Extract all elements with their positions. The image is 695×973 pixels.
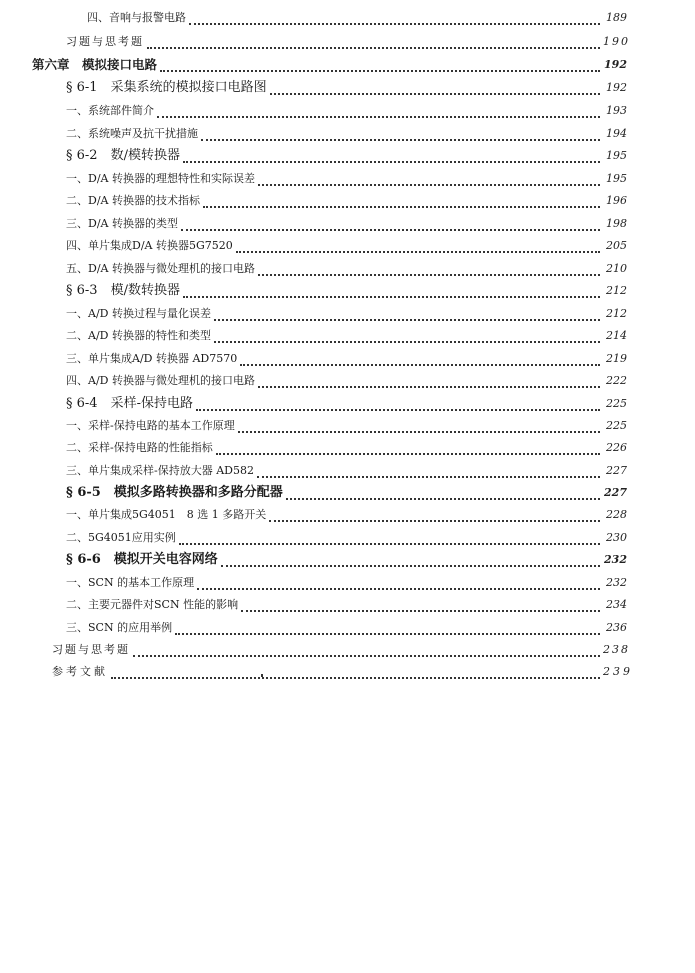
toc-entry-title: 第六章 模拟接口电路	[32, 57, 158, 72]
toc-leader	[258, 376, 600, 388]
toc-entry-page: 219	[606, 352, 627, 365]
toc-entry-page: 210	[606, 262, 627, 275]
toc-entry-title: 参考文献	[52, 665, 108, 678]
toc-entry-page: 225	[606, 419, 627, 432]
toc-entry-title: 二、主要元器件对SCN 性能的影响	[66, 598, 239, 611]
toc-entry-title: 二、采样-保持电路的性能指标	[66, 441, 213, 454]
toc-entry-title: 二、5G4051应用实例	[66, 531, 176, 544]
toc-entry	[66, 595, 627, 615]
toc-entry-page: 232	[604, 553, 627, 566]
toc-entry-page: 198	[606, 217, 627, 230]
toc-entry-title: § 6-6 模拟开关电容网络	[66, 552, 218, 567]
toc-entry-title: 习题与思考题	[66, 35, 144, 48]
toc-chapter	[32, 55, 627, 75]
toc-leader	[258, 264, 600, 276]
toc-entry	[66, 169, 627, 189]
toc-entry-page: 212	[606, 284, 627, 297]
toc-entry-title: 一、单片集成5G4051 8 选 1 多路开关	[66, 508, 267, 521]
toc-leader	[203, 196, 600, 208]
toc-leader	[111, 667, 600, 679]
toc-entry-page: 236	[606, 621, 627, 634]
toc-leader	[183, 151, 600, 163]
toc-entry-page: 227	[606, 464, 627, 477]
toc-entry-page: 196	[606, 194, 627, 207]
toc-leader	[270, 83, 600, 95]
scan-speck	[261, 674, 263, 677]
toc-leader	[240, 354, 600, 366]
toc-entry-page: 212	[606, 307, 627, 320]
toc-entry-page: 194	[606, 127, 627, 140]
toc-section	[66, 550, 627, 570]
toc-entry-page: 225	[606, 397, 627, 410]
toc-leader	[160, 60, 600, 72]
toc-entry-title: 一、A/D 转换过程与量化误差	[66, 307, 211, 320]
toc-entry-title: 二、D/A 转换器的技术指标	[66, 194, 200, 207]
toc-leader	[221, 555, 600, 567]
toc-entry	[66, 304, 627, 324]
toc-leader	[181, 219, 600, 231]
toc-entry-page: 189	[606, 11, 627, 24]
toc-entry-title: 四、音响与报警电路	[87, 11, 186, 24]
toc-leader	[214, 331, 600, 343]
toc-entry-page: 190	[603, 35, 630, 48]
toc-entry	[66, 101, 627, 121]
toc-leader	[133, 645, 600, 657]
toc-entry	[66, 461, 627, 481]
toc-section	[66, 394, 627, 414]
toc-entry	[66, 326, 627, 346]
toc-entry-title: 一、D/A 转换器的理想特性和实际误差	[66, 172, 255, 185]
toc-entry-page: 205	[606, 239, 627, 252]
toc-entry-title: 习题与思考题	[52, 643, 130, 656]
toc-section	[66, 483, 627, 503]
toc-leader	[216, 443, 600, 455]
toc-entry	[66, 618, 627, 638]
toc-entry-title: § 6-2 数/模转换器	[66, 148, 180, 163]
toc-leader	[236, 241, 600, 253]
toc-entry-title: 三、单片集成A/D 转换器 AD7570	[66, 352, 238, 365]
toc-entry-page: 227	[604, 486, 627, 499]
toc-entry	[66, 124, 627, 144]
toc-entry	[52, 662, 633, 682]
toc-entry-page: 239	[603, 665, 633, 678]
toc-entry-title: § 6-3 模/数转换器	[66, 283, 180, 298]
toc-entry	[66, 573, 627, 593]
toc-leader	[238, 421, 600, 433]
toc-section	[66, 78, 627, 98]
toc-entry	[66, 32, 630, 52]
toc-leader	[214, 309, 600, 321]
toc-entry-page: 214	[606, 329, 627, 342]
toc-entry	[66, 236, 627, 256]
toc-entry	[66, 349, 627, 369]
toc-entry-page: 226	[606, 441, 627, 454]
toc-entry-title: 一、采样-保持电路的基本工作原理	[66, 419, 235, 432]
toc-leader	[286, 488, 600, 500]
toc-entry-page: 195	[606, 149, 627, 162]
toc-leader	[241, 600, 600, 612]
toc-entry-title: 一、SCN 的基本工作原理	[66, 576, 195, 589]
toc-leader	[269, 510, 600, 522]
toc-entry-title: 四、A/D 转换器与微处理机的接口电路	[66, 374, 255, 387]
toc-leader	[196, 399, 600, 411]
toc-entry-title: 五、D/A 转换器与微处理机的接口电路	[66, 262, 255, 275]
toc-entry-title: 四、单片集成D/A 转换器5G7520	[66, 239, 233, 252]
toc-entry-title: § 6-1 采集系统的模拟接口电路图	[66, 80, 267, 95]
toc-entry-title: § 6-4 采样-保持电路	[66, 396, 193, 411]
toc-entry-title: 二、A/D 转换器的特性和类型	[66, 329, 211, 342]
toc-entry	[66, 416, 627, 436]
toc-leader	[258, 174, 600, 186]
toc-entry-page: 193	[606, 104, 627, 117]
toc-entry-title: 三、D/A 转换器的类型	[66, 217, 178, 230]
toc-leader	[201, 129, 600, 141]
toc-leader	[179, 533, 600, 545]
toc-section	[66, 146, 627, 166]
toc-entry	[66, 214, 627, 234]
toc-leader	[183, 286, 600, 298]
toc-entry	[52, 640, 630, 660]
toc-entry	[66, 371, 627, 391]
toc-entry-page: 192	[604, 58, 627, 71]
toc-entry	[87, 8, 627, 28]
toc-entry-title: § 6-5 模拟多路转换器和多路分配器	[66, 485, 283, 500]
toc-entry-title: 二、系统噪声及抗干扰措施	[66, 127, 198, 140]
toc-entry-page: 234	[606, 598, 627, 611]
toc-entry-page: 192	[606, 81, 627, 94]
toc-entry-title: 三、SCN 的应用举例	[66, 621, 173, 634]
toc-entry-title: 一、系统部件简介	[66, 104, 154, 117]
toc-leader	[257, 466, 600, 478]
toc-leader	[189, 13, 600, 25]
toc-leader	[157, 106, 600, 118]
toc-entry	[66, 505, 627, 525]
toc-leader	[175, 623, 600, 635]
toc-entry	[66, 528, 627, 548]
toc-entry	[66, 191, 627, 211]
toc-entry-page: 230	[606, 531, 627, 544]
toc-entry-page: 222	[606, 374, 627, 387]
toc-leader	[147, 37, 600, 49]
toc-entry	[66, 438, 627, 458]
toc-entry-page: 238	[603, 643, 630, 656]
toc-entry-page: 195	[606, 172, 627, 185]
toc-entry	[66, 259, 627, 279]
toc-entry-page: 228	[606, 508, 627, 521]
toc-entry-page: 232	[606, 576, 627, 589]
toc-entry-title: 三、单片集成采样-保持放大器 AD582	[66, 464, 254, 477]
toc-leader	[197, 578, 600, 590]
toc-section	[66, 281, 627, 301]
